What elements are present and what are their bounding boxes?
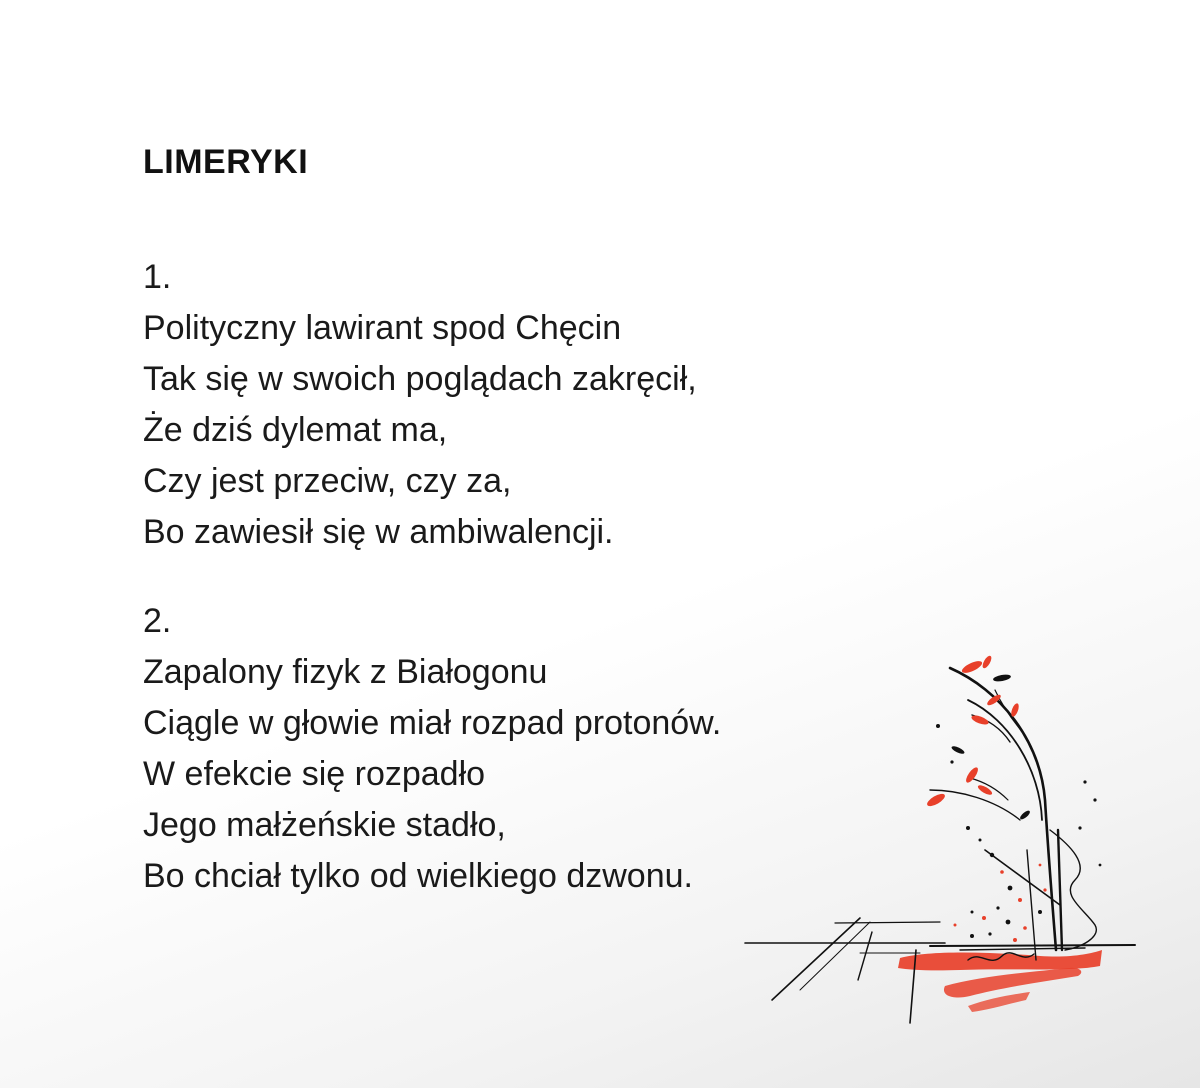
ink-dot xyxy=(1000,870,1004,874)
ink-dot xyxy=(1008,886,1013,891)
diagonal-stroke xyxy=(800,922,870,990)
limerick-number: 2. xyxy=(143,602,172,640)
red-brush-stroke xyxy=(898,950,1102,970)
ink-dot xyxy=(1018,898,1022,902)
ink-dot xyxy=(954,924,957,927)
branch-illustration xyxy=(740,650,1140,1030)
ground-line xyxy=(930,945,1135,946)
limerick-line: Zapalony fizyk z Białogonu xyxy=(143,653,548,691)
limerick-1 xyxy=(143,252,903,558)
diagonal-stroke xyxy=(772,918,860,1000)
dark-leaf xyxy=(951,745,966,755)
ink-dot xyxy=(971,911,974,914)
limerick-line: Czy jest przeciw, czy za, xyxy=(143,462,512,500)
red-leaf xyxy=(964,766,980,785)
ink-dot xyxy=(1099,864,1102,867)
limerick-line: Że dziś dylemat ma, xyxy=(143,411,448,449)
vertical-stroke xyxy=(1027,850,1036,960)
dark-leaf xyxy=(1019,809,1031,821)
page-title: LIMERYKI xyxy=(143,143,309,181)
limerick-line: Tak się w swoich poglądach zakręcił, xyxy=(143,360,697,398)
dark-leaf xyxy=(993,673,1012,682)
vertical-stroke xyxy=(1058,830,1062,950)
red-brush-stroke xyxy=(944,968,1081,998)
limerick-line: W efekcie się rozpadło xyxy=(143,755,486,793)
ink-dot xyxy=(970,934,974,938)
ink-dot xyxy=(950,760,953,763)
ink-dot xyxy=(1023,926,1027,930)
ink-dot xyxy=(996,906,999,909)
limerick-number: 1. xyxy=(143,258,172,296)
ground-line xyxy=(835,922,940,923)
red-leaf xyxy=(960,659,983,676)
red-leaf xyxy=(925,792,946,809)
ink-dot xyxy=(1093,798,1096,801)
ink-dot xyxy=(1083,780,1086,783)
ink-dot xyxy=(988,932,991,935)
red-leaf xyxy=(981,654,993,669)
ink-dot xyxy=(1039,864,1042,867)
limerick-line: Bo zawiesił się w ambiwalencji. xyxy=(143,513,614,551)
ink-dot xyxy=(1043,888,1046,891)
limerick-line: Jego małżeńskie stadło, xyxy=(143,806,506,844)
red-brush-stroke xyxy=(968,992,1030,1012)
limerick-line: Bo chciał tylko od wielkiego dzwonu. xyxy=(143,857,693,895)
diagonal-stroke xyxy=(858,932,872,980)
ink-dot xyxy=(936,724,940,728)
ink-dot xyxy=(979,839,982,842)
ink-dot xyxy=(966,826,970,830)
red-leaf xyxy=(977,783,994,796)
ink-dot xyxy=(1078,826,1081,829)
ink-dot xyxy=(990,853,994,857)
limerick-line: Ciągle w głowie miał rozpad protonów. xyxy=(143,704,722,742)
ink-dot xyxy=(1006,920,1011,925)
ink-dot xyxy=(1038,910,1042,914)
ink-dot xyxy=(982,916,986,920)
limerick-line: Polityczny lawirant spod Chęcin xyxy=(143,309,622,347)
ink-dot xyxy=(1013,938,1017,942)
curly-stroke xyxy=(1050,830,1096,950)
